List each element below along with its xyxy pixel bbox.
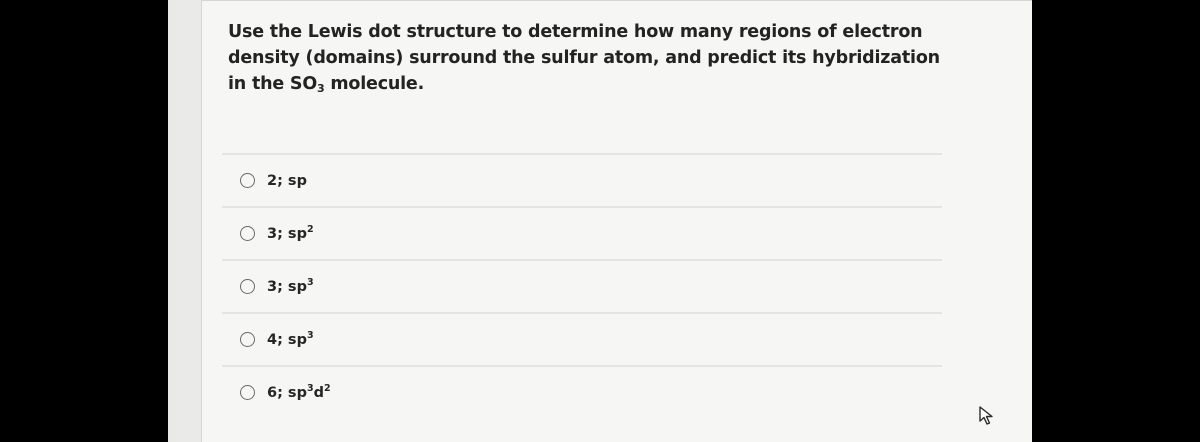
question-panel: [201, 0, 1032, 442]
question-text: [228, 19, 948, 97]
radio-circle-icon[interactable]: [240, 279, 255, 294]
question-line-2: density (domains) surround the sulfur atom, and predict its hybridization: [228, 48, 940, 68]
answer-option-label: 3; $sp^2$: [267, 223, 314, 242]
radio-circle-icon[interactable]: [240, 173, 255, 188]
question-line-1: Use the Lewis dot structure to determine how many regions of electron: [228, 22, 923, 42]
radio-circle-icon[interactable]: [240, 332, 255, 347]
answer-option[interactable]: [222, 206, 942, 259]
radio-circle-icon[interactable]: [240, 226, 255, 241]
answer-option-label: 2; sp: [267, 172, 307, 189]
subscript: 3: [317, 82, 325, 95]
answer-option-label: 6; $sp^3d^2$: [267, 382, 331, 401]
answer-option[interactable]: [222, 153, 942, 206]
answer-option[interactable]: [222, 365, 942, 418]
answer-option[interactable]: [222, 312, 942, 365]
screen-photo: [168, 0, 1032, 442]
answer-option[interactable]: [222, 259, 942, 312]
mouse-pointer-icon: [978, 405, 996, 427]
answer-option-label: 4; $sp^3$: [267, 329, 314, 348]
question-line-3: in the $SO_3$ molecule.: [228, 74, 425, 95]
answer-options: [222, 153, 942, 418]
answer-option-label: 3; $sp^3$: [267, 276, 314, 295]
radio-circle-icon[interactable]: [240, 385, 255, 400]
